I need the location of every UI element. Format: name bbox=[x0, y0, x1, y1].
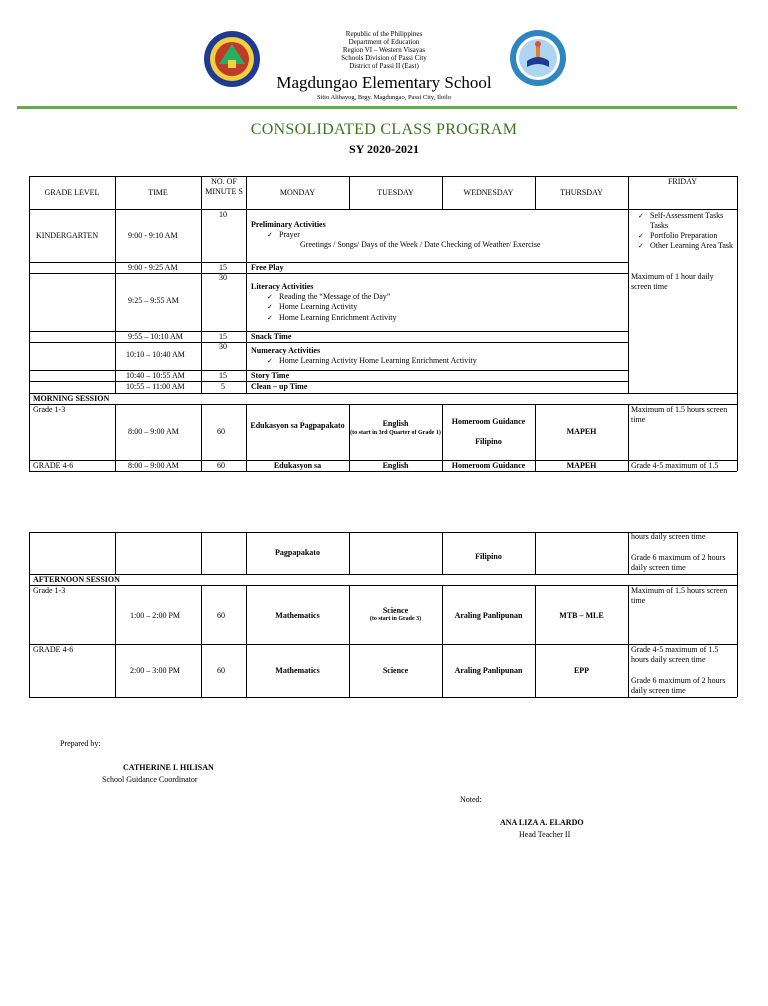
grade-kindergarten: KINDERGARTEN bbox=[36, 231, 99, 240]
grade13-pm-monday: Mathematics bbox=[275, 611, 320, 620]
grade46-pm-grade: GRADE 4-6 bbox=[33, 645, 74, 654]
grade46-pm-thursday: EPP bbox=[573, 666, 590, 675]
col-header-minutes: NO. OF MINUTE S bbox=[205, 177, 243, 196]
grade46-am-friday-cont-1: hours daily screen time bbox=[631, 532, 706, 541]
grade46-pm-monday: Mathematics bbox=[275, 666, 320, 675]
document-title: CONSOLIDATED CLASS PROGRAM bbox=[250, 121, 518, 138]
kinder-minutes-1: 10 bbox=[219, 210, 227, 219]
morning-session-label: MORNING SESSION bbox=[33, 394, 110, 403]
grade46-am-time: 8:00 – 9:00 AM bbox=[128, 461, 179, 470]
kinder-minutes-5: 30 bbox=[219, 342, 227, 351]
header-region: Region VI – Western Visayas bbox=[342, 46, 426, 54]
kinder-time-3: 9:25 – 9:55 AM bbox=[128, 296, 179, 305]
col-header-wednesday: WEDNESDAY bbox=[463, 188, 514, 197]
col-header-time: TIME bbox=[148, 188, 168, 197]
noter-name: ANA LIZA A. ELARDO bbox=[500, 818, 584, 827]
grade46-am-friday-cont-2: Grade 6 maximum of 2 hours daily screen time bbox=[631, 553, 726, 572]
header-division: Schools Division of Passi City bbox=[341, 54, 427, 62]
grade13-am-monday: Edukasyon sa Pagpapakato bbox=[250, 421, 345, 430]
grade46-am-wednesday-cont: Filipino bbox=[475, 552, 502, 561]
header-divider bbox=[17, 106, 737, 109]
kinder-activity-1-extra: Greetings / Songs/ Days of the Week / Date Checking of Weather/ Exercise bbox=[300, 240, 541, 249]
kinder-activity-1-item-1: ✓ Prayer bbox=[267, 230, 300, 240]
grade13-pm-time: 1:00 – 2:00 PM bbox=[130, 611, 181, 620]
grade46-pm-wednesday: Araling Panlipunan bbox=[454, 666, 523, 675]
grade13-pm-thursday: MTB – MLE bbox=[559, 611, 604, 620]
friday-item-1: ✓ Self-Assessment Tasks bbox=[638, 211, 723, 221]
grade13-pm-grade: Grade 1-3 bbox=[33, 586, 66, 595]
grade46-pm-tuesday: Science bbox=[382, 666, 409, 675]
grade13-pm-tuesday: Science bbox=[382, 606, 409, 615]
kinder-activity-6: Story Time bbox=[251, 371, 290, 380]
kinder-activity-5: Numeracy Activities bbox=[251, 346, 321, 355]
col-header-grade-level: GRADE LEVEL bbox=[44, 188, 100, 197]
kinder-activity-3-item-1: ✓ Reading the “Message of the Day” bbox=[267, 292, 390, 302]
grade13-pm-tuesday-note: (to start in Grade 3) bbox=[369, 616, 422, 622]
school-name: Magdungao Elementary School bbox=[276, 73, 492, 92]
kinder-activity-2: Free Play bbox=[251, 263, 284, 272]
kinder-time-2: 9:00 - 9:25 AM bbox=[128, 263, 178, 272]
kinder-time-6: 10:40 – 10:55 AM bbox=[126, 371, 185, 380]
kinder-activity-3-item-3: ✓ Home Learning Enrichment Activity bbox=[267, 313, 397, 323]
header-republic: Republic of the Philippines bbox=[345, 30, 423, 38]
grade46-am-minutes: 60 bbox=[217, 461, 225, 470]
grade46-am-monday: Edukasyon sa bbox=[273, 461, 322, 470]
grade13-am-tuesday-note: (to start in 3rd Quarter of Grade 1) bbox=[350, 430, 441, 436]
kinder-activity-7: Clean – up Time bbox=[251, 382, 308, 391]
grade46-am-grade: GRADE 4-6 bbox=[33, 461, 74, 470]
grade13-am-grade: Grade 1-3 bbox=[33, 405, 66, 414]
school-address: Sitio Alibayog, Brgy. Magdungao, Passi City, Iloilo bbox=[316, 94, 452, 101]
grade46-pm-friday-1: Grade 4-5 maximum of 1.5 hours daily screen time bbox=[631, 645, 719, 664]
school-year: SY 2020-2021 bbox=[349, 142, 419, 156]
friday-item-3: ✓ Other Learning Area Task bbox=[638, 241, 733, 251]
prepared-by-label: Prepared by: bbox=[60, 739, 101, 748]
grade13-pm-wednesday: Araling Panlipunan bbox=[454, 611, 523, 620]
col-header-tuesday: TUESDAY bbox=[377, 188, 414, 197]
kinder-activity-1: Preliminary Activities bbox=[251, 220, 326, 229]
preparer-title: School Guidance Coordinator bbox=[102, 775, 198, 784]
kinder-minutes-7: 5 bbox=[221, 382, 225, 391]
grade46-am-tuesday: English bbox=[382, 461, 409, 470]
grade13-am-wednesday-2: Filipino bbox=[475, 437, 502, 446]
grade13-am-thursday: MAPEH bbox=[566, 427, 597, 436]
col-header-friday: FRIDAY bbox=[667, 177, 698, 186]
col-header-thursday: THURSDAY bbox=[560, 188, 603, 197]
grade46-pm-friday-2: Grade 6 maximum of 2 hours daily screen time bbox=[631, 676, 726, 695]
grade13-am-tuesday: English bbox=[382, 419, 409, 428]
kinder-time-4: 9:55 – 10:10 AM bbox=[128, 332, 183, 341]
preparer-name: CATHERINE I. HILISAN bbox=[123, 763, 214, 772]
grade46-pm-time: 2:00 – 3:00 PM bbox=[130, 666, 181, 675]
grade13-pm-minutes: 60 bbox=[217, 611, 225, 620]
grade46-am-wednesday: Homeroom Guidance bbox=[451, 461, 526, 470]
friday-item-2: ✓ Portfolio Preparation bbox=[638, 231, 717, 241]
grade13-pm-friday: Maximum of 1.5 hours screen time bbox=[631, 586, 728, 605]
kinder-minutes-3: 30 bbox=[219, 273, 227, 282]
grade46-am-friday: Grade 4-5 maximum of 1.5 bbox=[631, 461, 719, 470]
header-deped: Department of Education bbox=[348, 38, 420, 46]
kinder-activity-3: Literacy Activities bbox=[251, 282, 314, 291]
afternoon-session-label: AFTERNOON SESSION bbox=[33, 575, 120, 584]
grade46-pm-minutes: 60 bbox=[217, 666, 225, 675]
kinder-activity-4: Snack Time bbox=[251, 332, 292, 341]
kinder-time-5: 10:10 – 10:40 AM bbox=[126, 350, 185, 359]
friday-item-1-cont: Tasks bbox=[650, 221, 669, 230]
header-district: District of Passi II (East) bbox=[349, 62, 419, 70]
kinder-minutes-4: 15 bbox=[219, 332, 227, 341]
col-header-monday: MONDAY bbox=[279, 188, 316, 197]
noted-label: Noted: bbox=[460, 795, 482, 804]
grade13-am-wednesday: Homeroom Guidance bbox=[451, 417, 526, 426]
kinder-activity-5-item-1: ✓ Home Learning Activity Home Learning Enrichment Activity bbox=[267, 356, 477, 366]
kinder-minutes-6: 15 bbox=[219, 371, 227, 380]
kinder-minutes-2: 15 bbox=[219, 263, 227, 272]
grade13-am-minutes: 60 bbox=[217, 427, 225, 436]
grade46-am-monday-cont: Pagpapakato bbox=[275, 548, 320, 557]
noter-title: Head Teacher II bbox=[519, 830, 571, 839]
kinder-time-7: 10:55 – 11:00 AM bbox=[126, 382, 185, 391]
kinder-activity-3-item-2: ✓ Home Learning Activity bbox=[267, 302, 357, 312]
grade46-am-thursday: MAPEH bbox=[566, 461, 597, 470]
grade13-am-friday: Maximum of 1.5 hours screen time bbox=[631, 405, 728, 424]
friday-kinder-note: Maximum of 1 hour daily screen time bbox=[631, 272, 714, 291]
kinder-time-1: 9:00 - 9:10 AM bbox=[128, 231, 178, 240]
grade13-am-time: 8:00 – 9:00 AM bbox=[128, 427, 179, 436]
